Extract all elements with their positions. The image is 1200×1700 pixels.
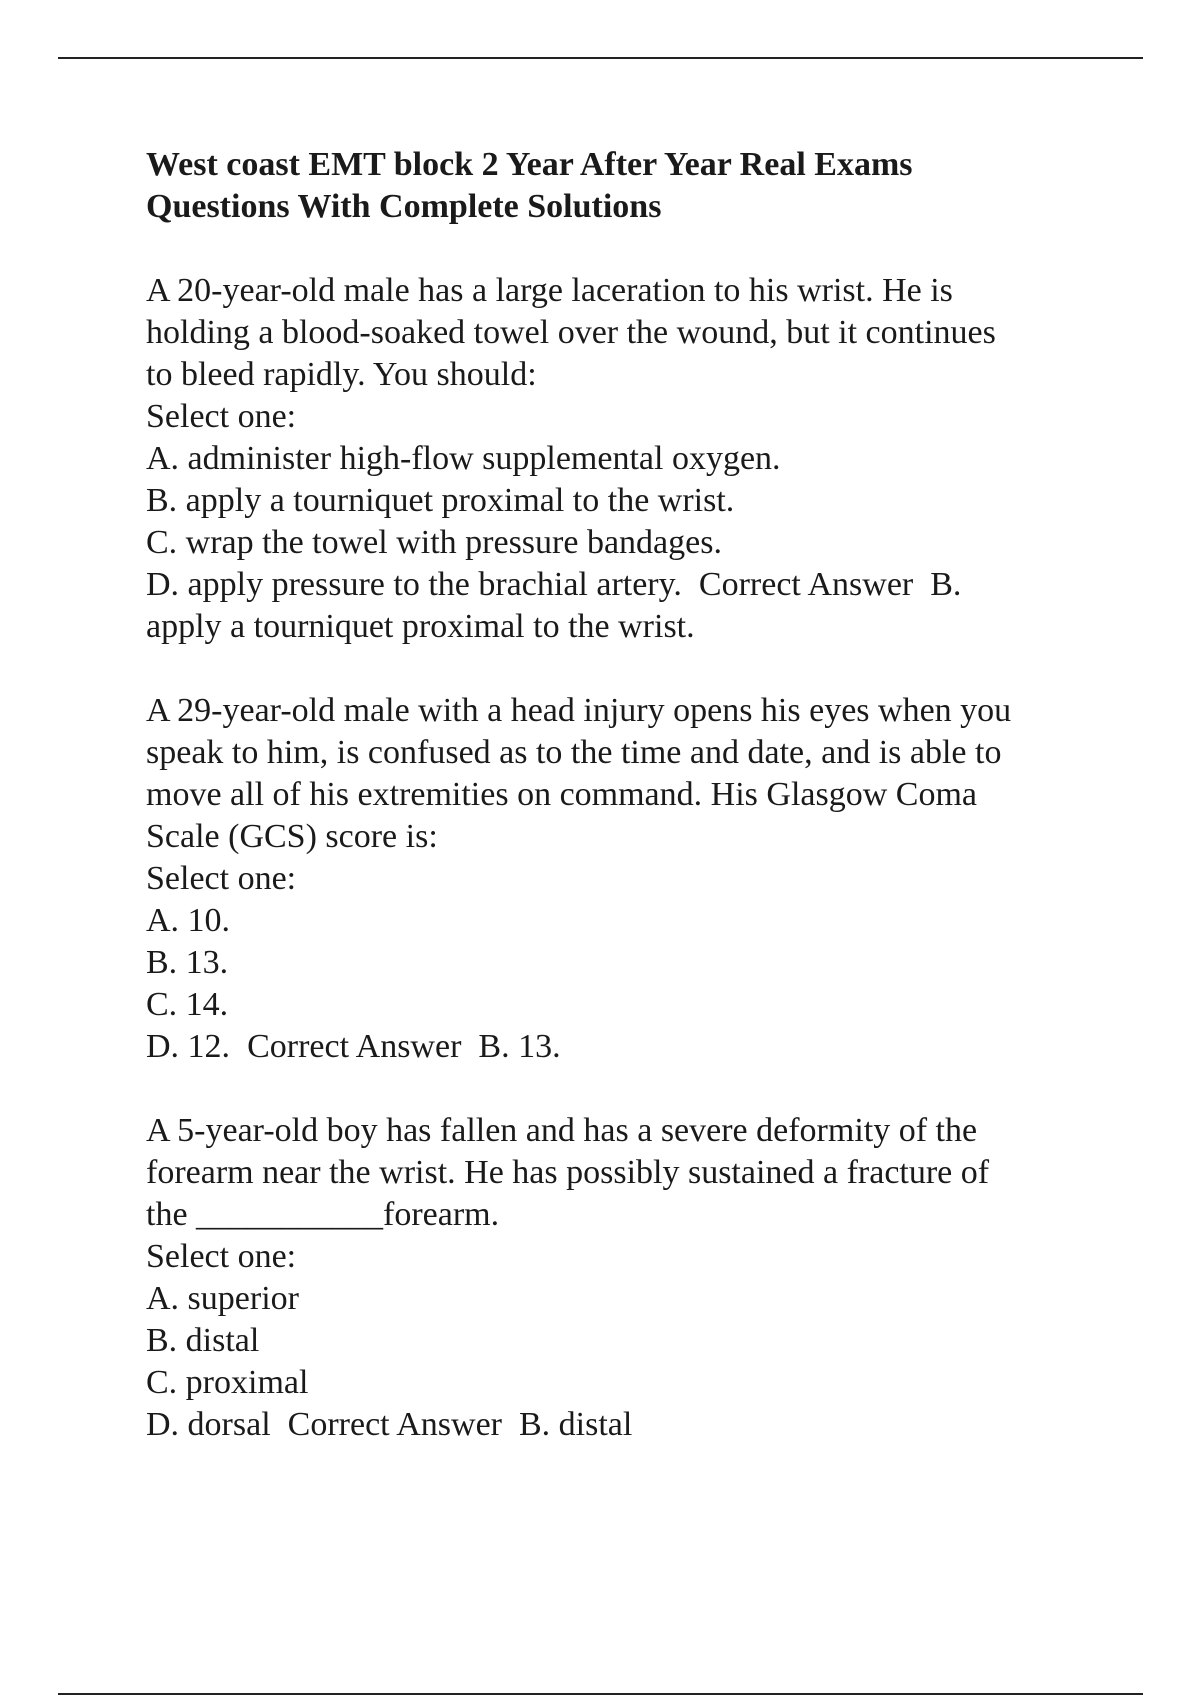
option-a: A. administer high-flow supplemental oxygen. [146,440,781,477]
question-2 [146,690,1106,1068]
correct-answer-value: B. distal [518,1406,633,1443]
question-1 [146,270,1106,648]
option-c: C. wrap the towel with pressure bandages. [146,524,722,561]
question-stem-line: the ___________forearm. [146,1196,500,1233]
title-line-1: West coast EMT block 2 Year After Year Real Exams [146,146,913,183]
document-body [146,144,1106,1446]
correct-answer-value: B. 13. [478,1028,561,1065]
correct-answer-label: Correct Answer [247,1028,462,1065]
option-a: A. 10. [146,902,231,939]
question-stem-line: forearm near the wrist. He has possibly sustained a fracture of [146,1154,990,1191]
option-b: B. 13. [146,944,229,981]
question-stem-line: to bleed rapidly. You should: [146,356,537,393]
option-d: D. 12. [146,1028,231,1065]
question-stem-line: A 20-year-old male has a large laceration to his wrist. He is [146,272,953,309]
correct-answer-label: Correct Answer [287,1406,502,1443]
question-3 [146,1110,1106,1446]
option-d: D. apply pressure to the brachial artery. [146,566,682,603]
option-c: C. proximal [146,1364,309,1401]
question-stem-line: speak to him, is confused as to the time and date, and is able to [146,734,1002,771]
question-stem-line: Scale (GCS) score is: [146,818,438,855]
title-line-2: Questions With Complete Solutions [146,188,662,225]
option-d-with-answer [146,1026,1106,1068]
select-one-label: Select one: [146,860,297,897]
option-b: B. distal [146,1322,260,1359]
option-a: A. superior [146,1280,299,1317]
option-c: C. 14. [146,986,229,1023]
option-d: D. dorsal [146,1406,271,1443]
option-d-with-answer [146,564,1106,606]
question-stem-line: holding a blood-soaked towel over the wound, but it continues [146,314,996,351]
footer-rule [58,1693,1143,1695]
correct-answer-continued: apply a tourniquet proximal to the wrist. [146,608,695,645]
question-stem-line: A 5-year-old boy has fallen and has a severe deformity of the [146,1112,978,1149]
correct-answer-value: B. [930,566,962,603]
select-one-label: Select one: [146,1238,297,1275]
question-stem-line: move all of his extremities on command. His Glasgow Coma [146,776,977,813]
select-one-label: Select one: [146,398,297,435]
option-d-with-answer [146,1404,1106,1446]
option-b: B. apply a tourniquet proximal to the wrist. [146,482,735,519]
correct-answer-label: Correct Answer [698,566,914,603]
document-title [146,144,1106,228]
question-stem-line: A 29-year-old male with a head injury opens his eyes when you [146,692,1012,729]
header-rule [58,57,1143,59]
